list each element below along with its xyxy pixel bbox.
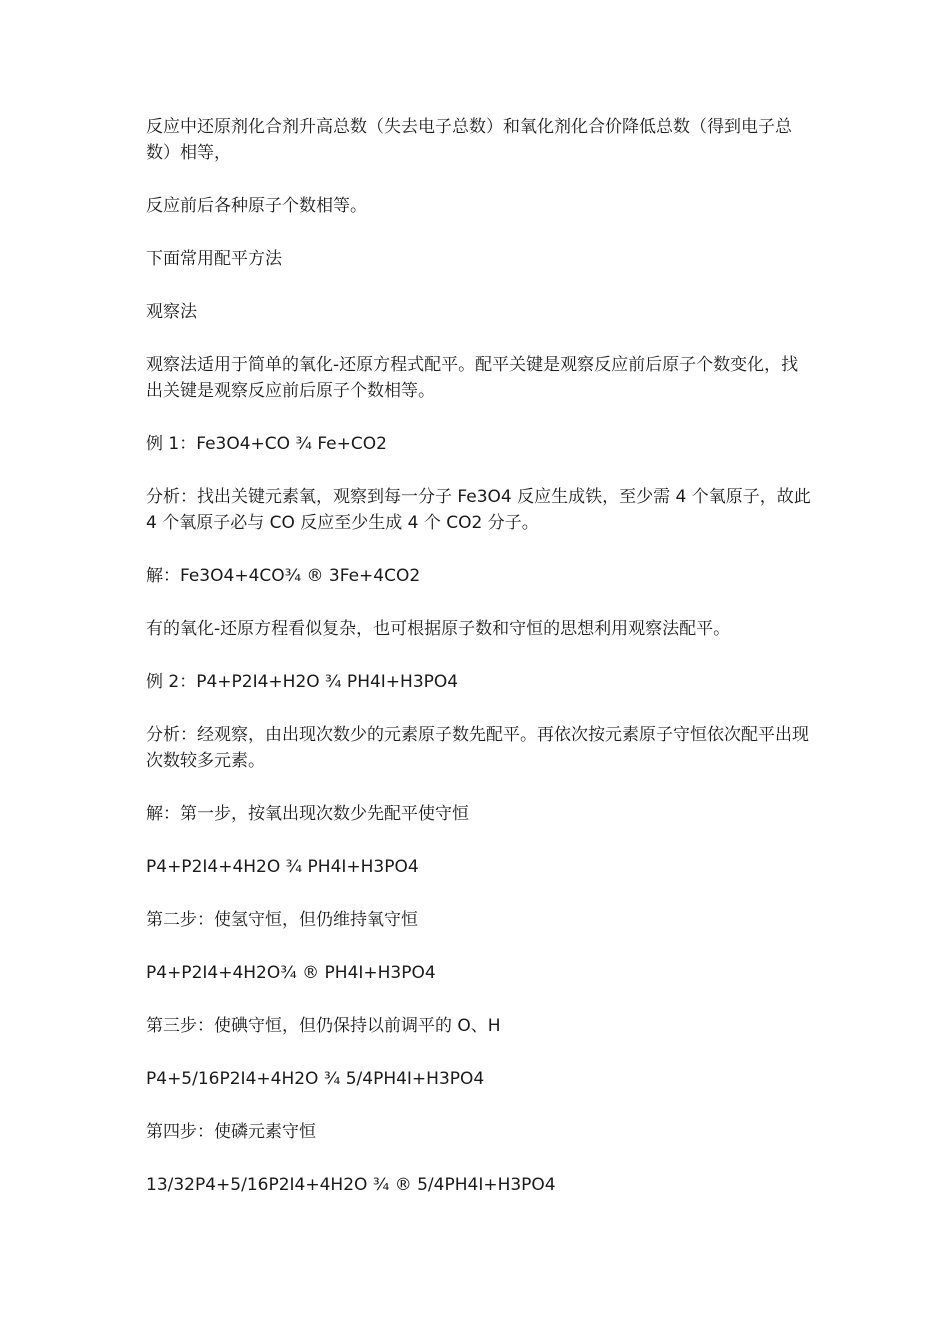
paragraph-observation-description: 观察法适用于简单的氧化-还原方程式配平。配平关键是观察反应前后原子个数变化，找出关键是观察反应前后原子个数相等。 [146,355,799,401]
example-2-step-1-equation: P4+P2I4+4H2O ¾ PH4I+H3PO4 [146,857,419,877]
paragraph-conservation-atoms: 反应前后各种原子个数相等。 [146,196,367,216]
example-2-step-3-equation: P4+5/16P2I4+4H2O ¾ 5/4PH4I+H3PO4 [146,1069,485,1089]
paragraph-conservation-electrons: 反应中还原剂化合剂升高总数（失去电子总数）和氧化剂化合价降低总数（得到电子总数）相等， [146,117,792,163]
example-2-step-4: 第四步：使磷元素守恒 [146,1122,316,1142]
example-2-step-2-equation: P4+P2I4+4H2O¾ ® PH4I+H3PO4 [146,963,436,983]
paragraph-complex-equations: 有的氧化-还原方程看似复杂，也可根据原子数和守恒的思想利用观察法配平。 [146,619,731,639]
example-2-step-2: 第二步：使氢守恒，但仍维持氧守恒 [146,910,418,930]
example-2-step-1: 解：第一步，按氧出现次数少先配平使守恒 [146,804,469,824]
example-1-solution: 解：Fe3O4+4CO¾ ® 3Fe+4CO2 [146,566,421,586]
example-2-equation: 例 2：P4+P2I4+H2O ¾ PH4I+H3PO4 [146,672,459,692]
document-body [146,114,812,1225]
example-2-step-4-equation: 13/32P4+5/16P2I4+4H2O ¾ ® 5/4PH4I+H3PO4 [146,1175,556,1195]
example-2-analysis: 分析：经观察，由出现次数少的元素原子数先配平。再依次按元素原子守恒依次配平出现次数较多元素。 [146,725,809,771]
heading-observation-method: 观察法 [146,302,197,322]
example-1-equation: 例 1：Fe3O4+CO ¾ Fe+CO2 [146,434,387,454]
example-1-analysis: 分析：找出关键元素氧，观察到每一分子 Fe3O4 反应生成铁，至少需 4 个氧原子，故此 4 个氧原子必与 CO 反应至少生成 4 个 CO2 分子。 [146,487,811,533]
paragraph-methods-intro: 下面常用配平方法 [146,249,282,269]
example-2-step-3: 第三步：使碘守恒，但仍保持以前调平的 O、H [146,1016,501,1036]
